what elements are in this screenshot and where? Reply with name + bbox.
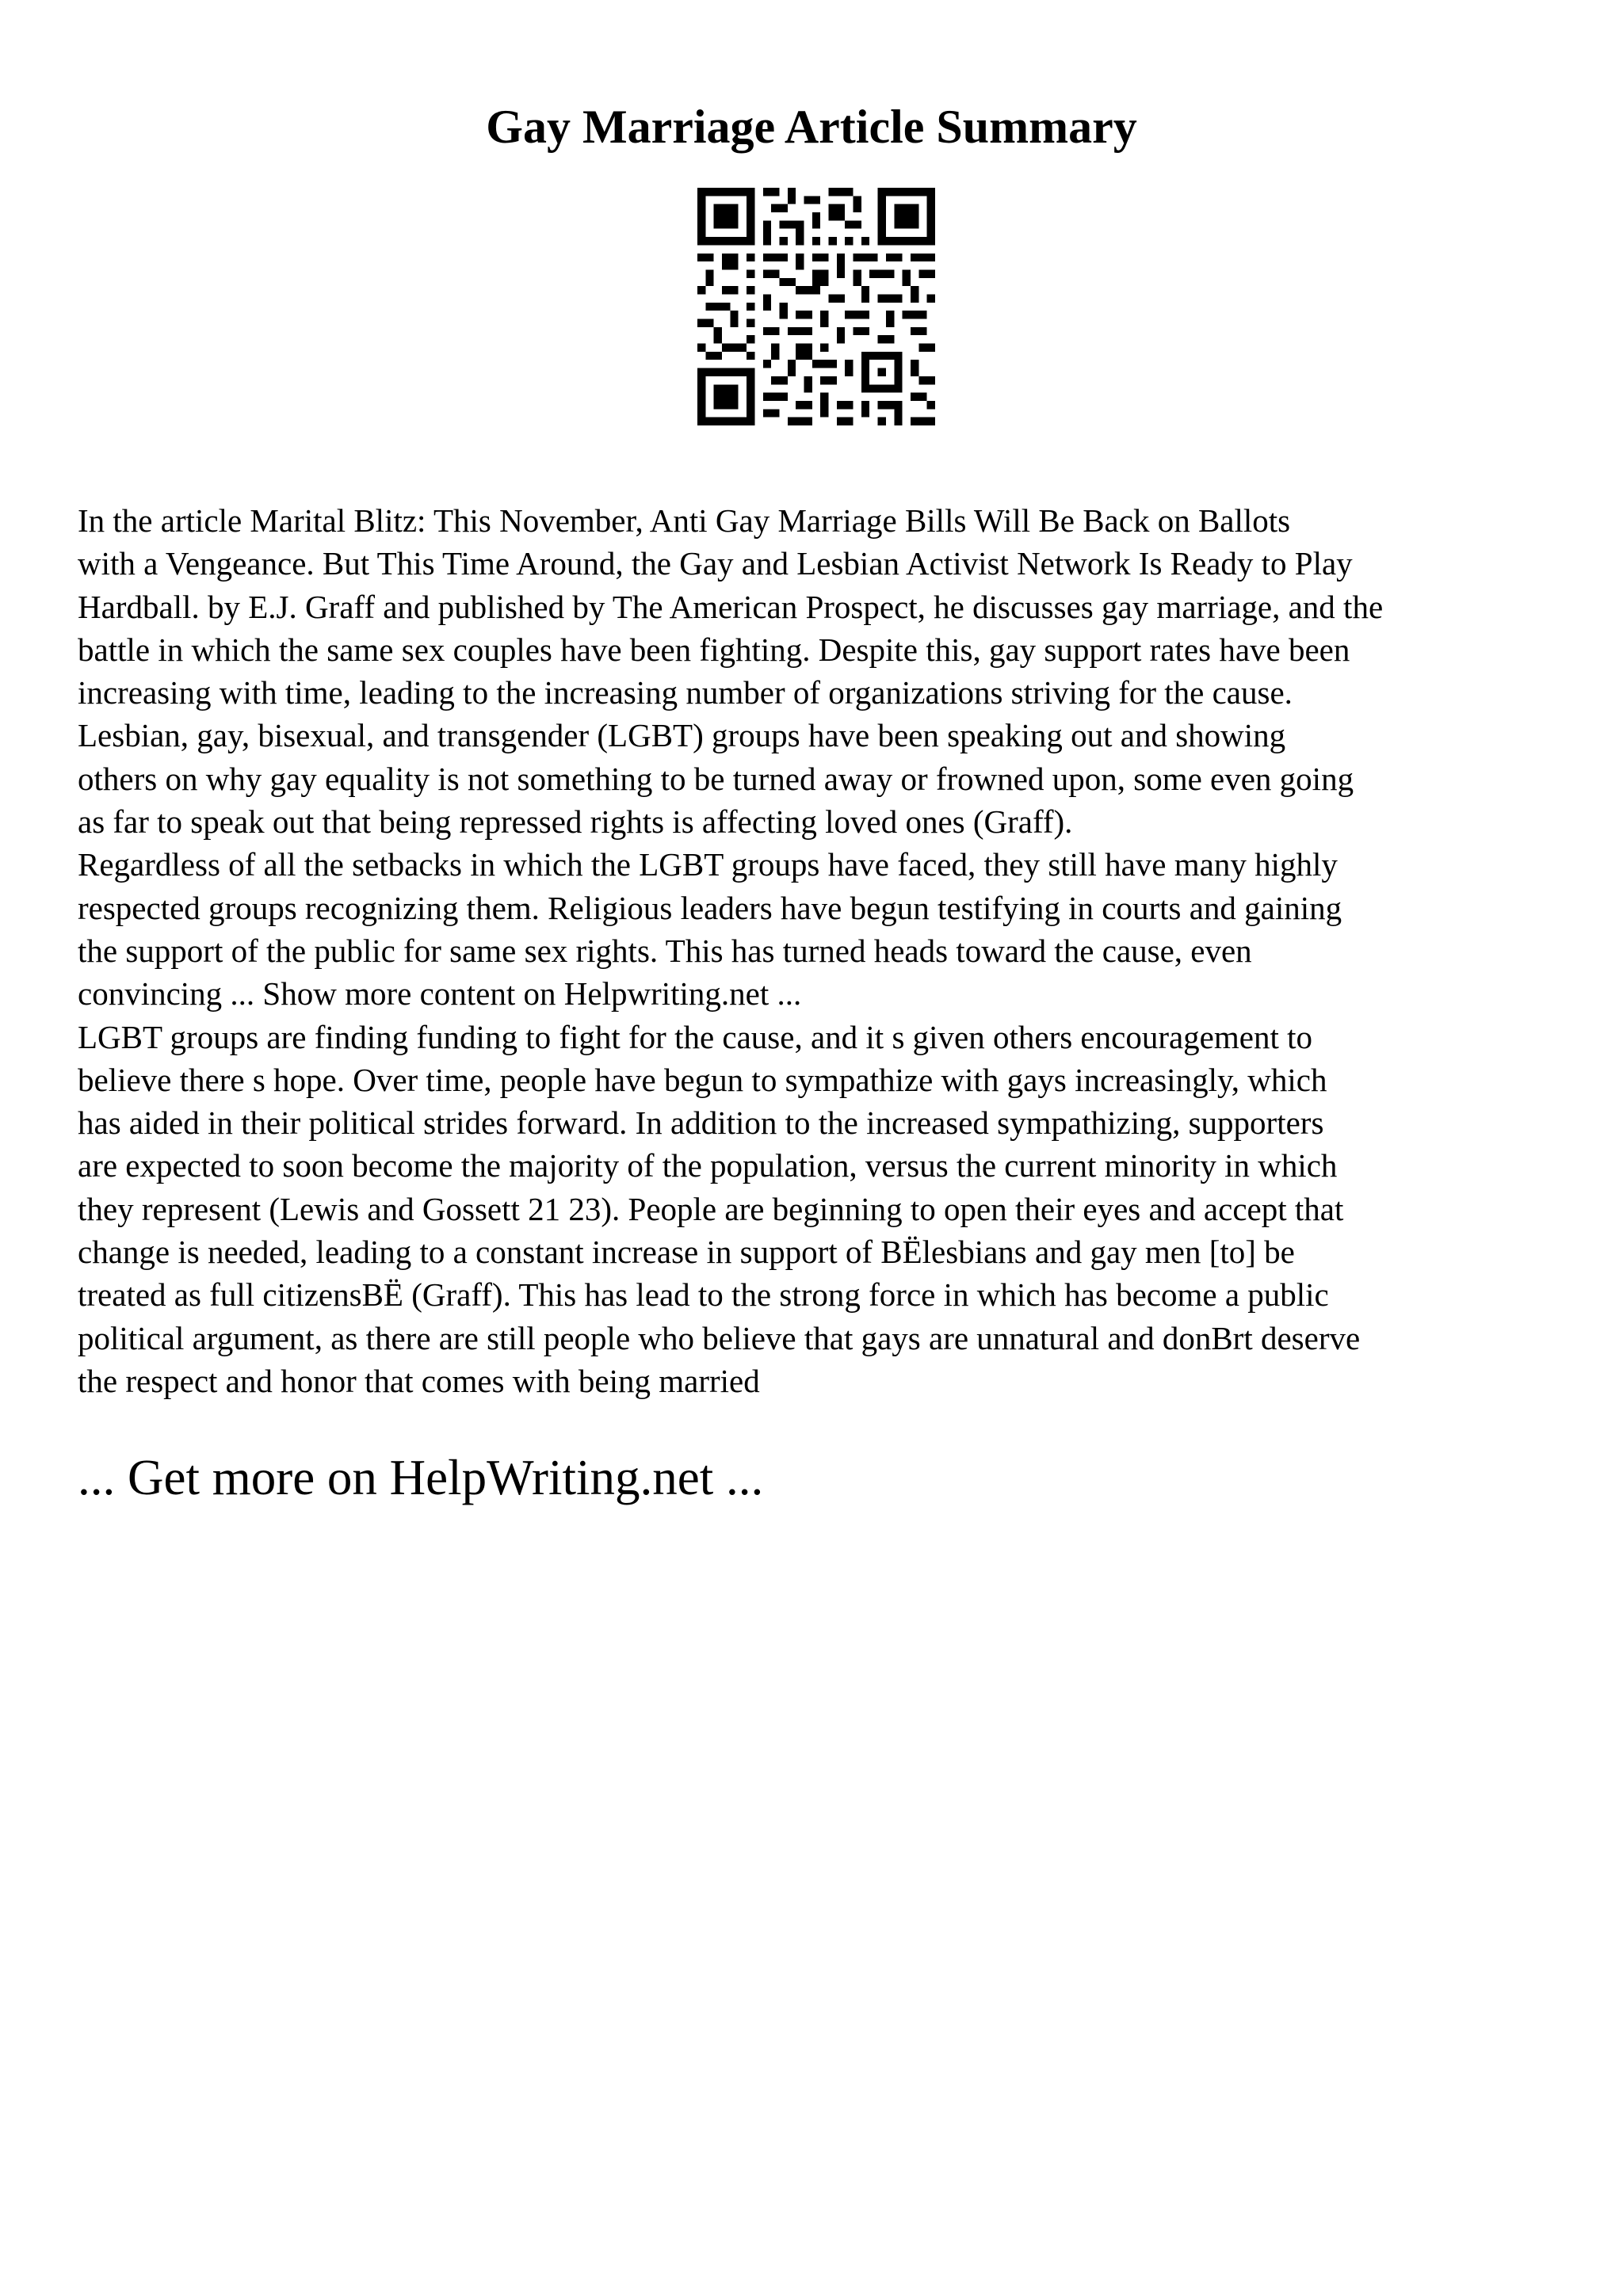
body-line: as far to speak out that being repressed rights is affecting loved ones (Graff). [78, 803, 1073, 841]
body-line: Hardball. by E.J. Graff and published by The American Prospect, he discusses gay marriage, and the [78, 588, 1384, 625]
body-line: are expected to soon become the majority of the population, versus the current minority in which [78, 1147, 1338, 1184]
body-line: In the article Marital Blitz: This November, Anti Gay Marriage Bills Will Be Back on Ballots [78, 502, 1291, 539]
body-line: battle in which the same sex couples have been fighting. Despite this, gay support rates have been [78, 631, 1350, 668]
show-more-link[interactable]: convincing ... Show more content on Helpwriting.net ... [78, 975, 802, 1013]
body-line: change is needed, leading to a constant increase in support of BËlesbians and gay men [to] be [78, 1234, 1295, 1271]
body-line: the support of the public for same sex rights. This has turned heads toward the cause, even [78, 932, 1252, 969]
page-title: Gay Marriage Article Summary [486, 101, 1137, 153]
body-line: others on why gay equality is not something to be turned away or frowned upon, some even going [78, 760, 1354, 797]
body-line: with a Vengeance. But This Time Around, the Gay and Lesbian Activist Network Is Ready to Play [78, 545, 1353, 582]
body-line: has aided in their political strides forward. In addition to the increased sympathizing, supporters [78, 1104, 1324, 1142]
body-line: Regardless of all the setbacks in which the LGBT groups have faced, they still have many highly [78, 846, 1338, 883]
body-line: believe there s hope. Over time, people have begun to sympathize with gays increasingly, which [78, 1061, 1327, 1098]
body-line: the respect and honor that comes with being married [78, 1362, 760, 1399]
body-line: increasing with time, leading to the increasing number of organizations striving for the cause. [78, 674, 1293, 711]
body-line: respected groups recognizing them. Religious leaders have begun testifying in courts and gaining [78, 889, 1342, 926]
get-more-link[interactable]: ... Get more on HelpWriting.net ... [78, 1450, 764, 1505]
body-line: treated as full citizensBË (Graff). This has lead to the strong force in which has become a public [78, 1276, 1329, 1314]
body-line: political argument, as there are still people who believe that gays are unnatural and donBrt deserve [78, 1319, 1361, 1356]
qr-code-icon[interactable] [697, 188, 935, 425]
body-line: Lesbian, gay, bisexual, and transgender (LGBT) groups have been speaking out and showing [78, 717, 1286, 754]
body-line: they represent (Lewis and Gossett 21 23). People are beginning to open their eyes and accept that [78, 1190, 1344, 1227]
body-line: LGBT groups are finding funding to fight for the cause, and it s given others encouragement to [78, 1018, 1312, 1055]
article-summary-body [78, 499, 1568, 1402]
